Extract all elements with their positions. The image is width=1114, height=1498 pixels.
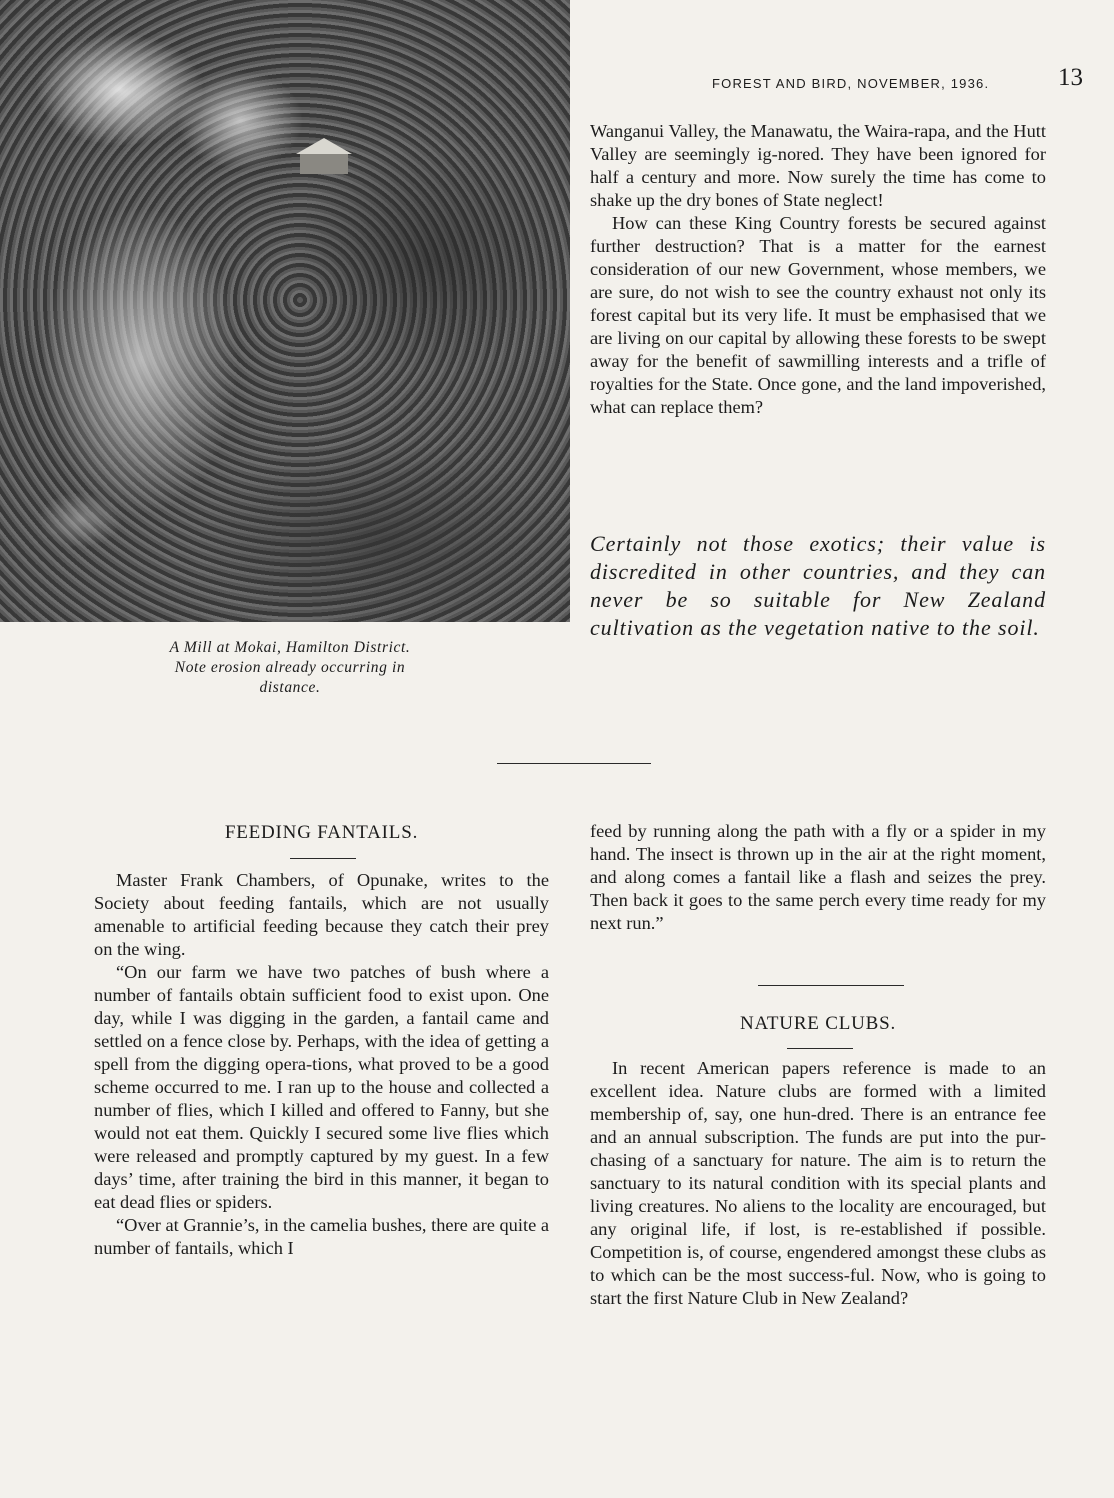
feeding-fantails-title: FEEDING FANTAILS. [224,822,419,843]
caption-line: A Mill at Mokai, Hamilton District. [169,639,411,656]
nature-clubs-body [590,1057,1046,1310]
running-title: FOREST AND BIRD, NOVEMBER, 1936. [712,76,990,91]
mill-photograph [0,0,570,622]
mill-building-shape [300,154,348,174]
nature-clubs-paragraph: In recent American papers reference is made to an excellent idea. Nature clubs are formed with a limited membership of, say, one hun-dred. There is an entrance fee and an annual subscription. The funds are put into the pur-chasing of a sanctuary for nature. The aim is to return the sanctuary to its natural condition with its special plants and living creatures. No aliens to the locality are encouraged, but any original life, if lost, is re-established if possible. Competition is, of course, engendered amongst these clubs as to which can be the most success-ful. Now, who is going to start the first Nature Club in New Zealand? [590,1058,1046,1308]
fantails-paragraph: Master Frank Chambers, of Opunake, writes to the Society about feeding fantails, which are not usually amenable to artificial feeding because they catch their prey on the wing. [94,870,549,959]
pull-quote: Certainly not those exotics; their value is discredited in other countries, and they can never be so suitable for New Zealand cultivation as the vegetation native to the soil. [590,531,1046,640]
feeding-fantails-body [94,869,549,1260]
section-divider [758,985,904,986]
mill-roof-shape [296,138,352,154]
fantails-continuation [590,820,1046,935]
title-underline [787,1048,853,1049]
section-divider [497,763,651,764]
fantails-continuation-paragraph: feed by running along the path with a fly or a spider in my hand. The insect is thrown up in the air at the right moment, and along comes a fantail like a flash and seizes the prey. Then back it goes to the same perch every time ready for my next run.” [590,821,1046,933]
photo-caption [90,638,490,698]
fantails-paragraph: “Over at Grannie’s, in the camelia bushes, there are quite a number of fantails, which I [94,1215,550,1258]
page-number: 13 [1058,64,1083,91]
article-paragraph: How can these King Country forests be secured against further destruction? That is a matter for the earnest consideration of our new Government, whose members, we are sure, do not wish to see the country exhaust not only its forest capital but its very life. It must be emphasised that we are living on our capital by allowing these forests to be swept away for the benefit of sawmilling interests and a trifle of royalties for the State. Once gone, and the land impoverished, what can replace them? [590,213,1046,417]
fantails-paragraph: “On our farm we have two patches of bush where a number of fantails obtain sufficient food to exist upon. One day, while I was digging in the garden, a fantail came and settled on a fence close by. Perhaps, with the idea of getting a spell from the digging opera-tions, what proved to be a good scheme occurred to me. I ran up to the house and collected a number of flies, which I killed and offered to Fanny, but she would not eat them. Quickly I secured some live flies which were released and promptly captured by my guest. In a few days’ time, after training the bird in this manner, it began to eat dead flies or spiders. [94,962,549,1212]
caption-line: Note erosion already occurring in [174,659,406,676]
caption-line: distance. [259,679,321,696]
article-continued [590,120,1046,419]
nature-clubs-title: NATURE CLUBS. [739,1013,897,1034]
article-paragraph: Wanganui Valley, the Manawatu, the Waira-rapa, and the Hutt Valley are seemingly ig-nored. They have been ignored for half a century and more. Now surely the time has come to shake up the dry bones of State neglect! [590,121,1046,210]
title-underline [290,858,356,859]
